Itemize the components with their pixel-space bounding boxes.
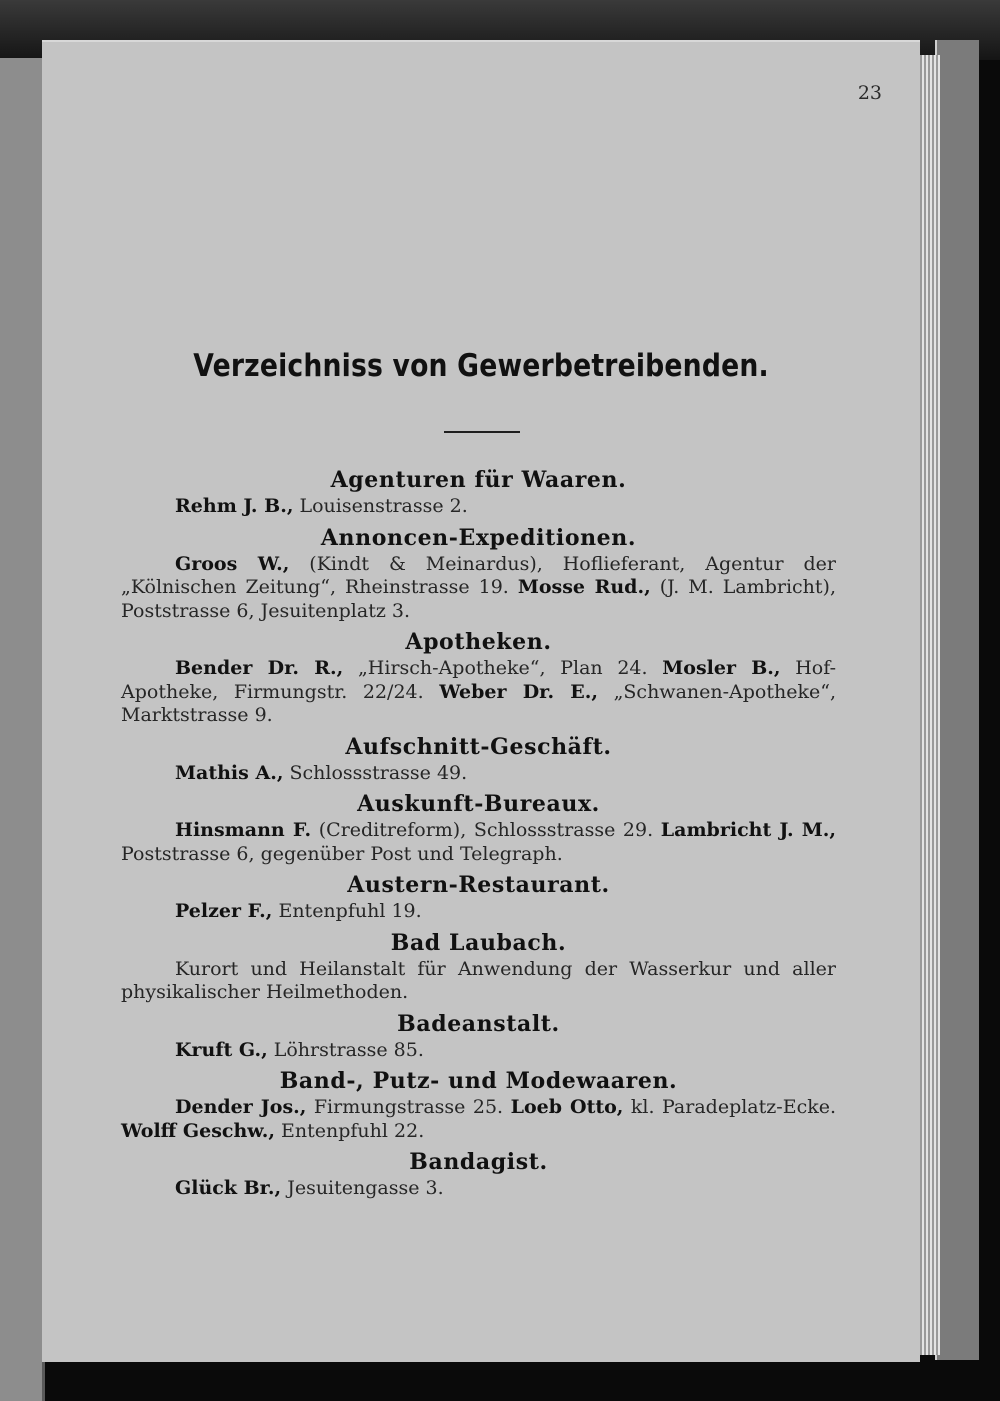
entry-text: Entenpfuhl 22. [274,1119,425,1142]
entry-text: Poststrasse 6, gegenüber Post und Telegraph. [121,842,563,865]
section-heading: Aufschnitt-Geschäft. [345,733,612,760]
entry-text: (J. M. Lambricht), Poststrasse 6, Jesuitenplatz 3. [121,576,836,622]
directory-listing [121,466,836,1201]
entry-text: „Schwanen-Apotheke“, Marktstrasse 9. [121,680,836,726]
section-heading: Austern-Restaurant. [347,872,610,898]
section-entry [121,1039,836,1063]
entry-text: „Hirsch-Apotheke“, Plan 24. [343,657,663,679]
section-entry [121,1177,836,1201]
business-name: Weber Dr. E., [439,680,598,703]
section-entry [121,900,836,924]
directory-section [121,733,836,786]
business-name: Hinsmann F. [175,819,312,841]
title-divider [444,431,520,433]
entry-text: Schlossstrasse 49. [283,761,468,784]
business-name: Pelzer F., [175,900,273,922]
business-name: Rehm J. B., [175,495,294,517]
business-name: Bender Dr. R., [175,657,344,679]
book-cover-board [935,40,979,1360]
section-heading: Annoncen-Expeditionen. [320,524,637,551]
section-entry [121,819,836,866]
section-entry [121,553,836,624]
section-entry [121,657,836,728]
directory-section [121,790,836,866]
business-name: Mosler B., [662,657,781,679]
directory-section [121,929,836,1005]
section-heading: Apotheken. [405,629,552,655]
directory-section [121,466,836,519]
entry-text: Firmungstrasse 25. [306,1096,511,1118]
entry-text: (Creditreform), Schlossstrasse 29. [311,819,661,841]
business-name: Groos W., [175,552,290,575]
book-page [42,40,920,1362]
page-title: Verzeichniss von Gewerbetreibenden. [193,348,769,384]
directory-section [121,524,836,624]
page-number: 23 [857,82,882,104]
business-name: Glück Br., [175,1177,282,1199]
business-name: Lambricht J. M., [660,819,837,841]
section-entry [121,958,836,1005]
entry-text: (Kindt & Meinardus), Hoflieferant, Agentur der „Kölnischen Zeitung“, Rheinstrasse 19. [121,552,836,598]
entry-text: Hof-Apotheke, Firmungstr. 22/24. [121,657,837,703]
entry-text: Kurort und Heilanstalt für Anwendung der Wasserkur und aller physikalischer Heilmethoden. [121,957,836,1003]
section-entry [121,1096,836,1143]
section-entry [121,762,836,786]
business-name: Mathis A., [175,761,284,784]
section-heading: Badeanstalt. [397,1010,560,1037]
business-name: Kruft G., [175,1038,268,1061]
directory-section [121,871,836,924]
page-stack-edge [918,55,940,1355]
directory-section [121,1010,836,1063]
directory-section [121,1067,836,1143]
business-name: Mosse Rud., [517,576,651,598]
business-name: Loeb Otto, [510,1096,624,1118]
section-heading: Bad Laubach. [390,929,567,956]
entry-text: kl. Paradeplatz-Ecke. [623,1096,837,1118]
section-entry [121,495,836,519]
entry-text: Löhrstrasse 85. [267,1038,424,1061]
section-heading: Band-, Putz- und Modewaaren. [279,1068,678,1094]
left-page-edge [0,58,45,1401]
directory-section [121,628,836,728]
directory-section [121,1148,836,1201]
section-heading: Bandagist. [409,1149,548,1175]
section-heading: Agenturen für Waaren. [330,467,627,493]
entry-text: Jesuitengasse 3. [281,1177,444,1199]
section-heading: Auskunft-Bureaux. [357,791,600,817]
business-name: Dender Jos., [175,1096,307,1118]
entry-text: Louisenstrasse 2. [293,495,468,517]
entry-text: Entenpfuhl 19. [272,900,422,922]
business-name: Wolff Geschw., [121,1119,275,1142]
